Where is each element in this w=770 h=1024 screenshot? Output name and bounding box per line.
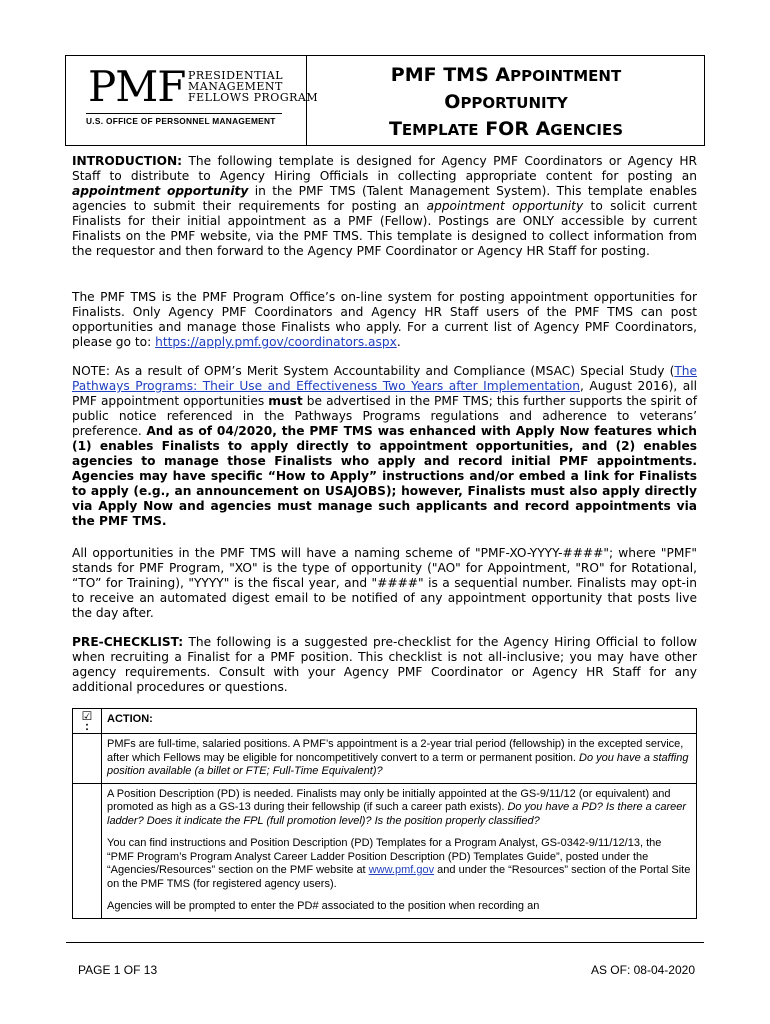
intro-text-3: to solicit current Finalists for their initial appointment as a PMF (Fellow). Postings are ONLY accessible by current Finalists on the PMF website, via the PMF TMS. This template is designed to collect information from the requestor and then forward to the Agency PMF Coordinator or Agency HR Staff for posting. <box>72 199 697 258</box>
prechecklist-paragraph <box>72 635 697 695</box>
note-text-1: NOTE: As a result of OPM’s Merit System Accountability and Compliance (MSAC) Special Study ( <box>72 364 675 378</box>
check-column-header <box>73 709 102 734</box>
page-number: PAGE 1 OF 13 <box>78 963 158 977</box>
note-text-2: , August 2016), all PMF appointment opportunities <box>72 379 697 408</box>
row1-text: PMFs are full-time, salaried positions. A PMF’s appointment is a 2-year trial period (fellowship) in the excepted service, after which Fellows may be eligible for noncompetitively convert to a term or permanent position. <box>107 738 684 764</box>
footer-divider <box>66 942 704 943</box>
logo-pmf-text: PMF <box>88 62 186 111</box>
title-line-1: PMF TMS APPOINTMENT <box>390 64 622 86</box>
pmf-website-link[interactable]: www.pmf.gov <box>368 864 435 876</box>
intro-text-1: The following template is designed for Agency PMF Coordinators or Agency HR Staff to distribute to Agency Hiring Officials in collecting appropriate content for posting an <box>72 154 697 183</box>
coordinators-link[interactable]: https://apply.pmf.gov/coordinators.aspx <box>155 335 397 349</box>
row2-paragraph-1 <box>107 788 691 829</box>
check-colon: : <box>85 719 89 733</box>
logo-line-2: MANAGEMENT <box>188 80 283 93</box>
row2-text-2a: You can find instructions and Position Description (PD) Templates for a Program Analyst, GS-0342-9/11/12/13, the “PMF Program’s Program Analyst Career Ladder Position Description (PD) Templates Guide”, posted under the “Agencies/Resources” section on the PMF website at <box>107 837 662 876</box>
tms-end: . <box>396 335 401 349</box>
tms-text: The PMF TMS is the PMF Program Office’s on-line system for posting appointment opportunities for Finalists. Only Agency PMF Coordinators and Agency HR Staff users of the PMF TMS can post opportunities and manage those Finalists who apply. For a current list of Agency PMF Coordinators, please go to: <box>72 290 697 349</box>
introduction-label: INTRODUCTION: <box>72 154 183 168</box>
introduction-paragraph <box>72 154 697 259</box>
note-apply-now: And as of 04/2020, the PMF TMS was enhanced with Apply Now features which (1) enables Finalists to apply directly to appointment opportunities, and (2) enables agencies to manage those Finalists who apply and record initial PMF appointments. Agencies may have specific “How to Apply” instructions and/or embed a link for Finalists to apply (e.g., an announcement on USAJOBS); however, Finalists must also apply directly via Apply Now and agencies must manage such applicants and record appointments via the PMF TMS. <box>72 424 697 528</box>
as-of-date: AS OF: 08-04-2020 <box>590 963 695 977</box>
action-cell <box>102 734 697 784</box>
logo-line-3: FELLOWS PROGRAM <box>188 91 319 104</box>
intro-emphasis-2: appointment opportunity <box>426 199 584 213</box>
title-line-2: OPPORTUNITY <box>444 91 568 113</box>
row1-question: Do you have a staffing position available (a billet or FTE; Full-Time Equivalent)? <box>107 751 689 777</box>
logo-line-1: PRESIDENTIAL <box>188 69 283 82</box>
table-row <box>73 734 697 784</box>
note-paragraph <box>72 364 697 529</box>
naming-scheme-paragraph: All opportunities in the PMF TMS will have a naming scheme of "PMF-XO-YYYY-####"; where "PMF" stands for PMF Program, "XO" is the type of opportunity ("AO" for Appointment, "RO" for Rotational, “TO” for Training), "YYYY" is the fiscal year, and "####" is a sequential number. Finalists may opt-in to receive an automated digest email to be notified of any appointment opportunity that posts live the day after. <box>72 546 697 620</box>
prechecklist-text: The following is a suggested pre-checklist for the Agency Hiring Official to follow when recruiting a Finalist for a PMF position. This checklist is not all-inclusive; you may have other agency requirements. Consult with your Agency PMF Coordinator or Agency HR Staff for any additional procedures or questions. <box>72 635 697 694</box>
pathways-study-link[interactable]: The Pathways Programs: Their Use and Effectiveness Two Years after Implementation <box>72 364 697 393</box>
pmf-logo <box>66 56 319 145</box>
header-box <box>65 55 705 146</box>
table-header-row <box>73 709 697 734</box>
table-row <box>73 783 697 918</box>
note-text-3: be advertised in the PMF TMS; this further supports the spirit of public notice referenced in the Pathways Programs regulations and adherence to veterans’ preference. <box>72 394 697 438</box>
action-column-header: ACTION: <box>102 709 697 734</box>
row2-text-2b: and under the “Resources” section of the Portal Site on the PMF TMS (for registered agency users). <box>107 864 691 890</box>
row2-question: Do you have a PD? Is there a career ladder? Does it indicate the FPL (full promotion level)? Is the position properly classified? <box>107 801 687 827</box>
note-must: must <box>268 394 303 408</box>
row2-text-1: A Position Description (PD) is needed. Finalists may only be initially appointed at the GS-9/11/12 (or equivalent) and promoted as high as a GS-13 during their fellowship (if such a career path exists). <box>107 787 671 813</box>
checklist-table <box>72 708 697 919</box>
title-line-3: TEMPLATE FOR AGENCIES <box>388 118 624 140</box>
row-checkbox-cell[interactable] <box>73 783 102 918</box>
tms-paragraph <box>72 290 697 350</box>
logo-program-name <box>188 70 318 103</box>
action-cell <box>102 783 697 918</box>
intro-text-2: in the PMF TMS (Talent Management System). This template enables agencies to submit their requirements for posting an <box>72 184 697 213</box>
row2-paragraph-3: Agencies will be prompted to enter the PD# associated to the position when recording an <box>107 900 540 912</box>
prechecklist-label: PRE-CHECKLIST: <box>72 635 184 649</box>
logo-agency: U.S. OFFICE OF PERSONNEL MANAGEMENT <box>86 116 276 126</box>
document-title <box>306 56 705 145</box>
intro-emphasis-1: appointment opportunity <box>72 184 249 198</box>
row-checkbox-cell[interactable] <box>73 734 102 784</box>
checkbox-icon: ☑ <box>81 709 93 723</box>
row2-paragraph-2 <box>107 837 691 891</box>
logo-divider <box>86 113 282 114</box>
